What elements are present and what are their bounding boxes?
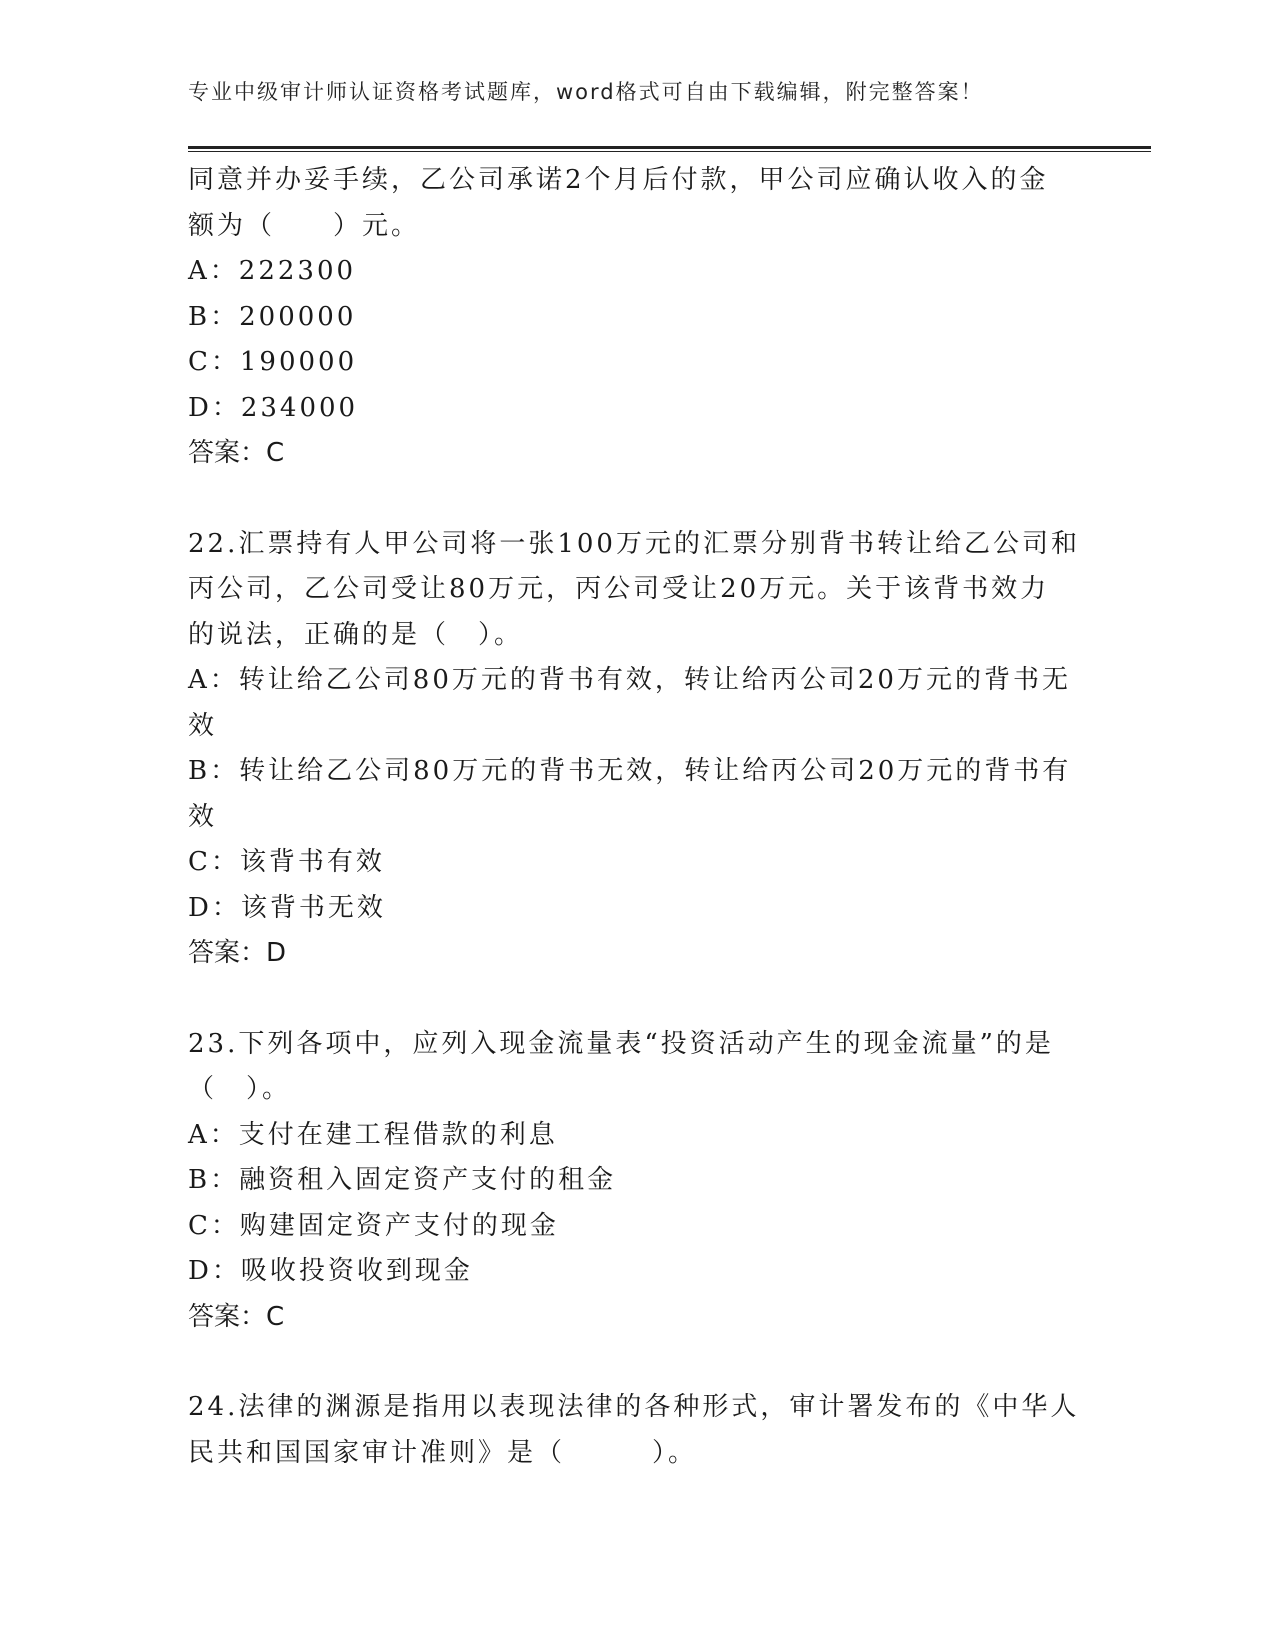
- question-22: [188, 522, 1088, 977]
- question-stem-line: 的说法，正确的是（ ）。: [188, 619, 524, 650]
- question-stem-line: 丙公司，乙公司受让80万元，丙公司受让20万元。关于该背书效力: [188, 574, 1050, 604]
- header-divider: [188, 146, 1151, 152]
- question-stem-line: （ ）。: [188, 1074, 292, 1104]
- question-content: [188, 158, 1088, 1476]
- option-b: B：200000: [188, 301, 357, 332]
- option-a-continued: 效: [188, 710, 218, 741]
- option-d: D：234000: [188, 392, 359, 423]
- option-d: D：吸收投资收到现金: [188, 1256, 473, 1286]
- question-23: [188, 1022, 1088, 1341]
- answer-line: 答案：D: [188, 938, 287, 968]
- option-c: C：该背书有效: [188, 847, 385, 877]
- option-a: A：222300: [188, 256, 357, 286]
- spacer: [188, 977, 1088, 1022]
- option-a: A：支付在建工程借款的利息: [188, 1119, 558, 1150]
- option-b: B：转让给乙公司80万元的背书无效，转让给丙公司20万元的背书有: [188, 756, 1072, 786]
- question-24: [188, 1385, 1088, 1476]
- question-stem-line: 额为（ ）元。: [188, 210, 421, 241]
- option-c: C：购建固定资产支付的现金: [188, 1210, 559, 1241]
- spacer: [188, 1340, 1088, 1385]
- option-b: B：融资租入固定资产支付的租金: [188, 1165, 617, 1195]
- question-stem-line: 民共和国国家审计准则》是（ ）。: [188, 1437, 698, 1468]
- answer-line: 答案：C: [188, 1301, 285, 1332]
- page-header: 专业中级审计师认证资格考试题库，word格式可自由下载编辑，附完整答案！: [188, 80, 984, 104]
- question-stem-line: 24.法律的渊源是指用以表现法律的各种形式，审计署发布的《中华人: [188, 1392, 1080, 1422]
- question-stem-line: 23.下列各项中，应列入现金流量表“投资活动产生的现金流量”的是: [188, 1028, 1054, 1059]
- option-a: A：转让给乙公司80万元的背书有效，转让给丙公司20万元的背书无: [188, 665, 1071, 695]
- option-d: D：该背书无效: [188, 892, 386, 923]
- option-c: C：190000: [188, 347, 358, 377]
- question-stem-line: 22.汇票持有人甲公司将一张100万元的汇票分别背书转让给乙公司和: [188, 528, 1080, 559]
- question-21: [188, 158, 1088, 477]
- answer-line: 答案：C: [188, 438, 285, 468]
- option-b-continued: 效: [188, 801, 218, 832]
- spacer: [188, 477, 1088, 522]
- question-stem-line: 同意并办妥手续，乙公司承诺2个月后付款，甲公司应确认收入的金: [188, 165, 1049, 195]
